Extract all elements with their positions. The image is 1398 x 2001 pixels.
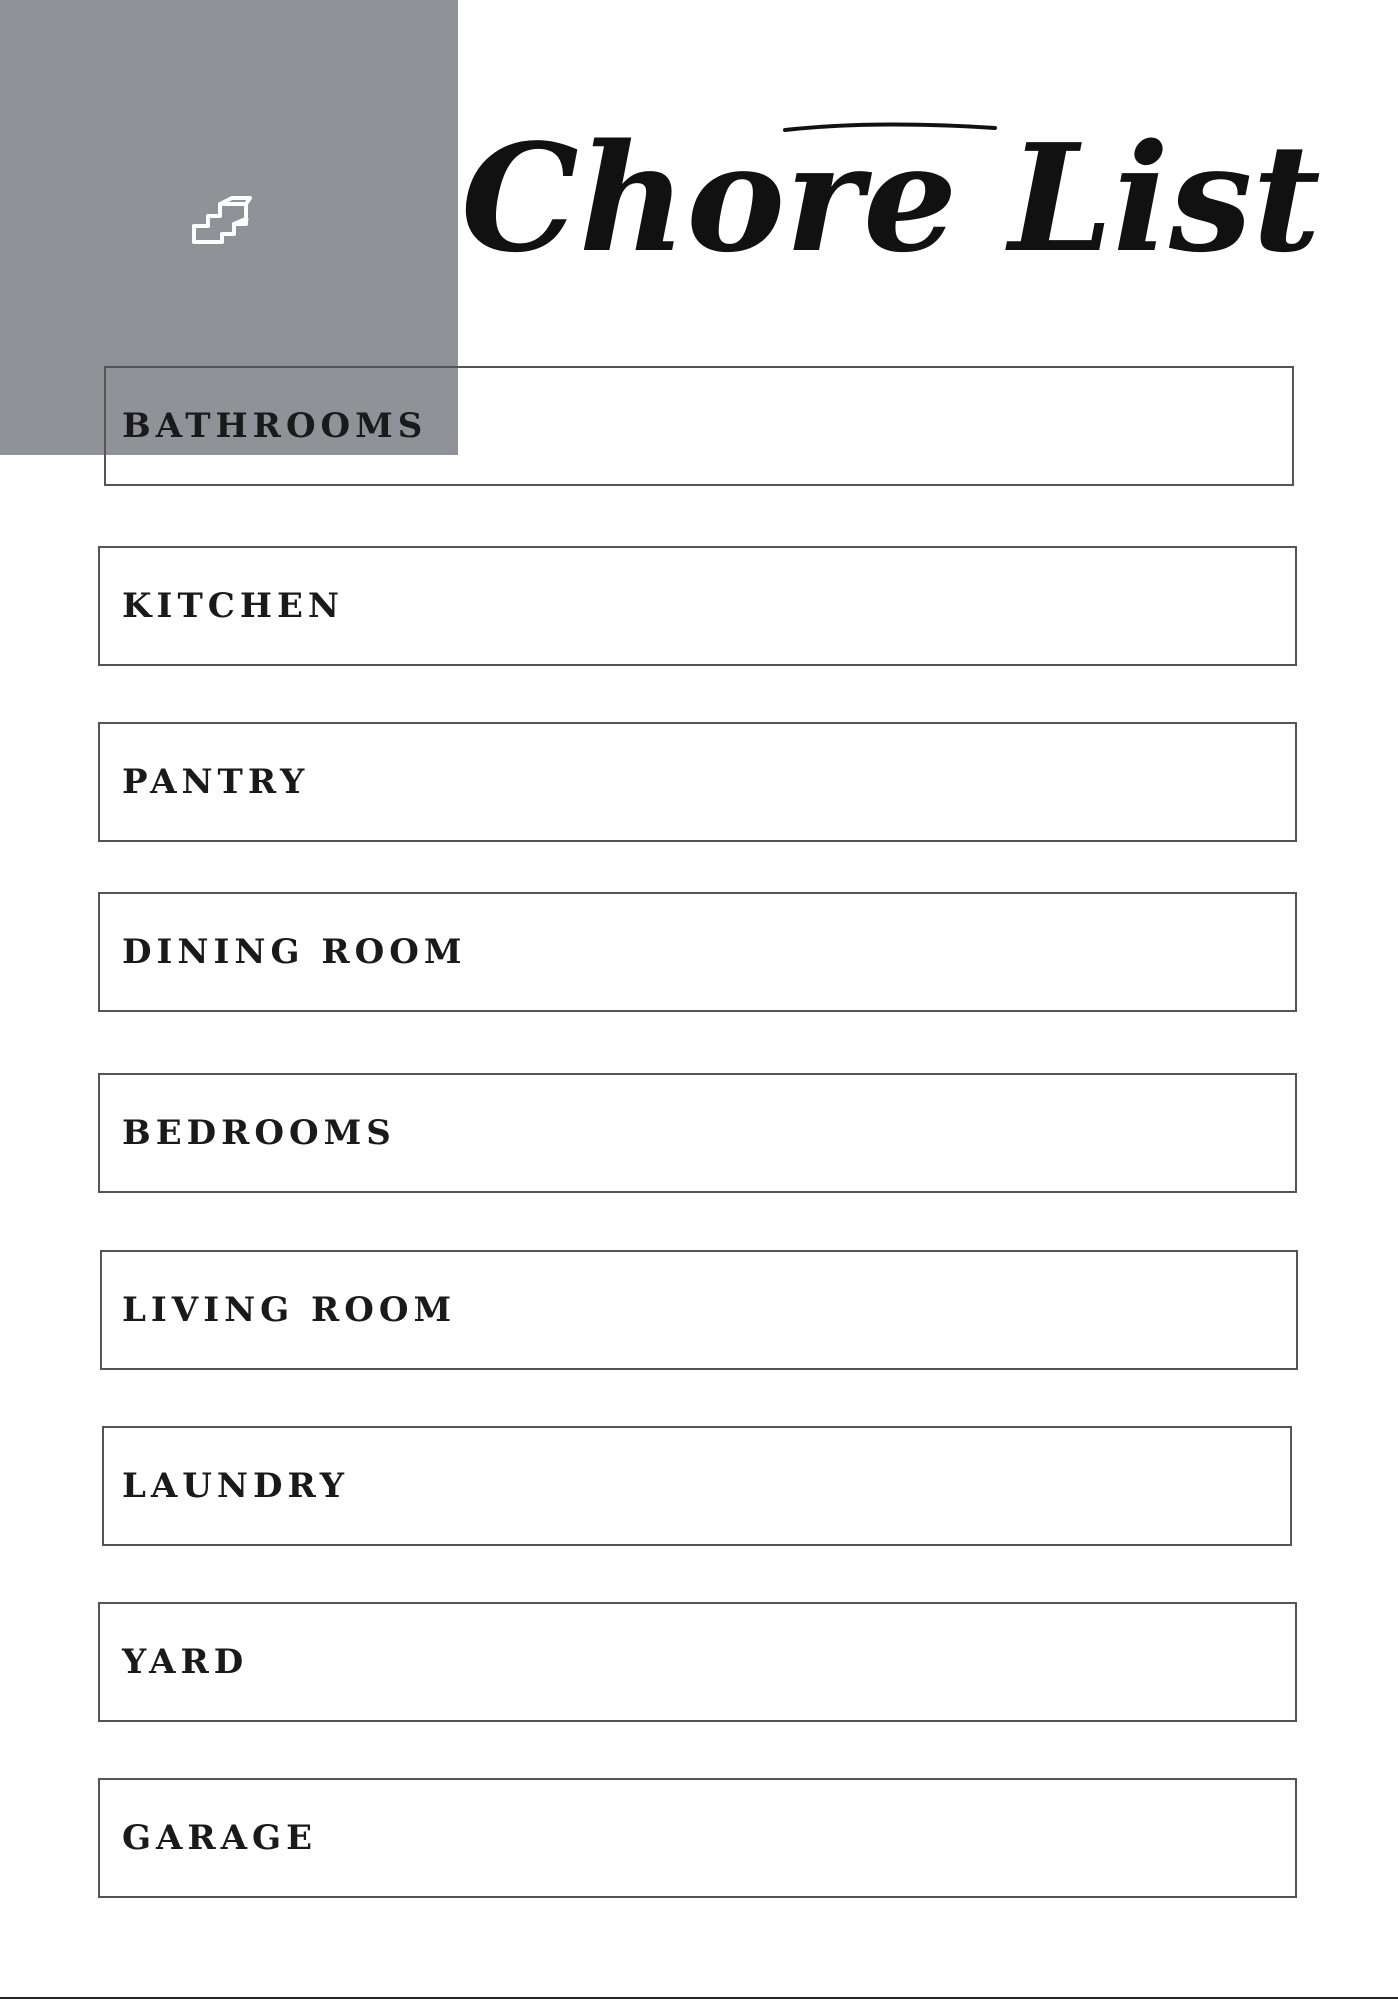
page-title bbox=[455, 90, 1321, 290]
chore-label: YARD bbox=[122, 1642, 249, 1682]
page-title-text: Chore List bbox=[461, 111, 1321, 285]
bottom-divider bbox=[0, 1997, 1398, 1999]
chore-label: GARAGE bbox=[122, 1818, 318, 1858]
chore-label: BEDROOMS bbox=[122, 1113, 396, 1153]
chore-label: KITCHEN bbox=[122, 586, 344, 626]
chore-label: LAUNDRY bbox=[122, 1466, 349, 1506]
stairs-icon bbox=[190, 196, 252, 244]
chore-label: BATHROOMS bbox=[122, 406, 428, 446]
chore-label: PANTRY bbox=[122, 762, 310, 802]
chore-label: LIVING ROOM bbox=[122, 1290, 457, 1330]
chore-label: DINING ROOM bbox=[122, 932, 467, 972]
chore-box-yard[interactable] bbox=[98, 1602, 1297, 1722]
